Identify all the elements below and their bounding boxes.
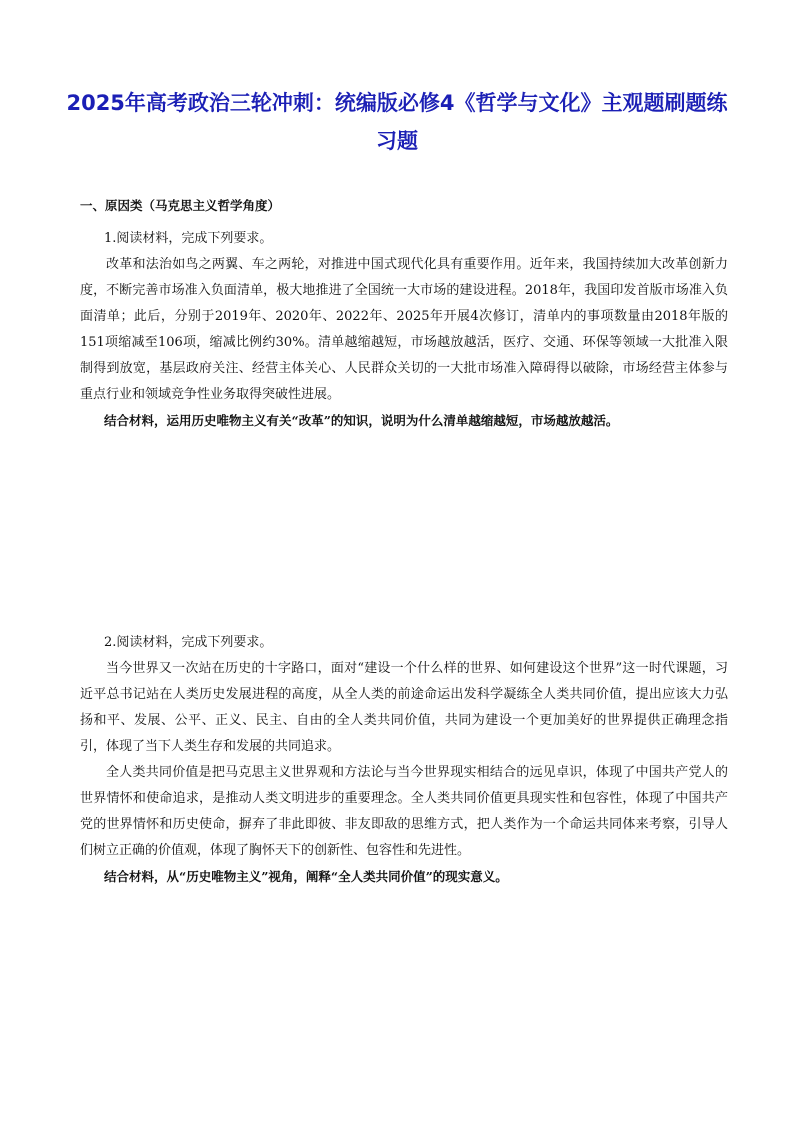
material-paragraph: 当今世界又一次站在历史的十字路口，面对“建设一个什么样的世界、如何建设这个世界”这一时代课题，习近平总书记站在人类历史发展进程的高度，从全人类的前途命运出发科学凝练全人类共同价值，提出应该大力弘扬和平、发展、公平、正义、民主、自由的全人类共同价值，共同为建设一个更加美好的世界提供正确理念指引，体现了当下人类生存和发展的共同追求。 (80, 661, 728, 754)
material-paragraph: 全人类共同价值是把马克思主义世界观和方法论与当今世界现实相结合的远见卓识，体现了中国共产党人的世界情怀和使命追求，是推动人类文明进步的重要理念。全人类共同价值更具现实性和包容性，体现了中国共产党的世界情怀和历史使命，摒弃了非此即彼、非友即敌的思维方式，把人类作为一个命运共同体来考察，引导人们树立正确的价值观，体现了胸怀天下的创新性、包容性和先进性。 (80, 765, 728, 858)
question-1 (80, 226, 728, 434)
question-prompt: 结合材料，从“历史唯物主义”视角，阐释“全人类共同价值”的现实意义。 (104, 869, 508, 884)
material-paragraph: 改革和法治如鸟之两翼、车之两轮，对推进中国式现代化具有重要作用。近年来，我国持续加大改革创新力度，不断完善市场准入负面清单，极大地推进了全国统一大市场的建设进程。2018年，我国印发首版市场准入负面清单；此后，分别于2019年、2020年、2022年、2025年开展4次修订，清单内的事项数量由2018年版的151项缩减至106项，缩减比例约30%。清单越缩越短，市场越放越活，医疗、交通、环保等领域一大批准入限制得到放宽，基层政府关注、经营主体关心、人民群众关切的一大批市场准入障碍得以破除，市场经营主体参与重点行业和领域竞争性业务取得突破性进展。 (80, 257, 728, 402)
question-2 (80, 630, 728, 890)
section-heading: 一、原因类（马克思主义哲学角度） (80, 198, 281, 213)
question-label: 2.阅读材料，完成下列要求。 (104, 635, 273, 650)
page-title: 2025年高考政治三轮冲刺：统编版必修4《哲学与文化》主观题刷题练习题 (66, 91, 728, 153)
question-label: 1.阅读材料，完成下列要求。 (104, 231, 273, 246)
question-prompt: 结合材料，运用历史唯物主义有关“改革”的知识，说明为什么清单越缩越短，市场越放越活。 (104, 413, 619, 428)
